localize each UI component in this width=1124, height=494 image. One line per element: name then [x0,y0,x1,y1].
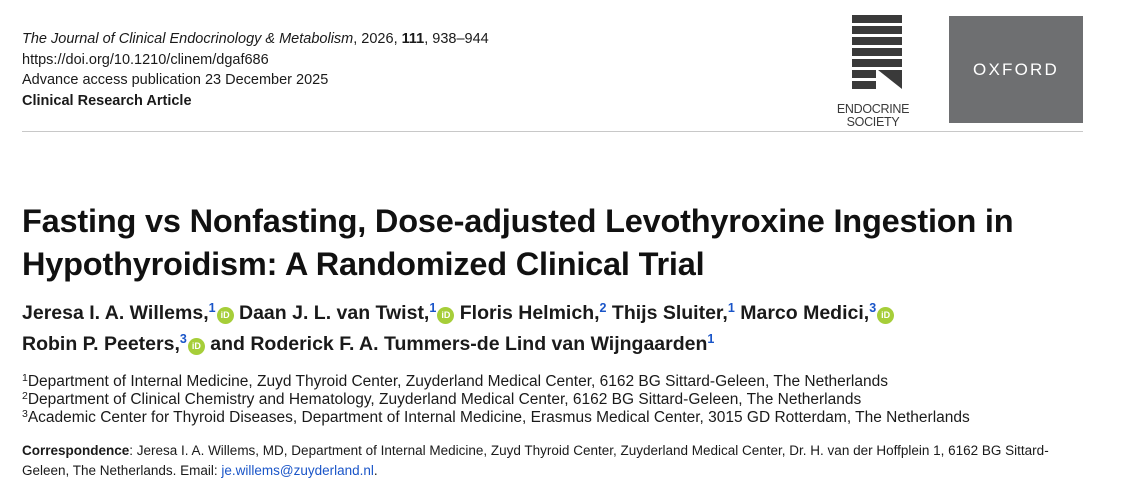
article-title: Fasting vs Nonfasting, Dose-adjusted Levothyroxine Ingestion in Hypothyroidism: A Randomized Clinical Trial [22,203,1014,282]
header-divider [22,131,1083,132]
affiliation-number: 3 [22,407,28,420]
author-name: and Roderick F. A. Tummers-de Lind van Wijngaarden [210,333,708,355]
correspondence-text: : Jeresa I. A. Willems, MD, Department of Internal Medicine, Zuyd Thyroid Center, Zuyderland Medical Center, Dr. H. van der Hoffplein 1, 6162 BG Sittard-Geleen, The Netherlands. Email: [22,443,1049,478]
article-header [22,29,489,111]
citation-line [22,29,489,50]
author[interactable] [460,302,607,324]
affiliation-ref[interactable]: 3 [869,301,877,315]
oxford-logo [949,16,1083,123]
affiliation-ref[interactable]: 2 [599,301,607,315]
author[interactable] [612,302,735,324]
author-name: Thijs Sluiter, [611,302,728,324]
correspondence-label: Correspondence [22,443,130,458]
affiliation-ref[interactable]: 3 [179,332,187,346]
author[interactable] [239,302,454,324]
access-date: Advance access publication 23 December 2025 [22,72,329,88]
endocrine-society-emblem-icon [852,15,902,105]
orcid-icon[interactable]: iD [437,307,454,324]
author[interactable] [22,302,234,324]
author-name: Robin P. Peeters, [22,333,180,355]
author[interactable] [210,333,714,355]
affiliation-ref[interactable]: 1 [707,332,715,346]
affiliation [22,409,970,427]
correspondence [22,441,1090,480]
affiliation-list [22,373,970,426]
author-name: Floris Helmich, [459,302,600,324]
oxford-wordmark: OXFORD [973,59,1059,79]
affiliation-ref[interactable]: 1 [429,301,437,315]
citation-year: , 2026, [353,31,402,47]
endocrine-society-wordmark [826,103,920,129]
email-link[interactable]: je.willems@zuyderland.nl [221,462,374,478]
affiliation-text: Department of Clinical Chemistry and Hematology, Zuyderland Medical Center, 6162 BG Sittard-Geleen, The Netherlands [27,390,862,408]
author[interactable] [22,333,205,355]
correspondence-end: . [373,462,378,478]
affiliation-text: Department of Internal Medicine, Zuyd Thyroid Center, Zuyderland Medical Center, 6162 BG Sittard-Geleen, The Netherlands [27,373,888,390]
orcid-icon[interactable]: iD [217,307,234,324]
author-name: Daan J. L. van Twist, [239,302,430,324]
page-range: , 938–944 [424,31,489,47]
doi-link[interactable]: https://doi.org/10.1210/clinem/dgaf686 [22,51,269,68]
volume-number: 111 [401,31,425,47]
author-list [22,298,1112,360]
affiliation [22,373,970,391]
endocrine-wordmark-line1: ENDOCRINE [836,102,910,116]
affiliation-number: 2 [22,389,28,402]
article-type: Clinical Research Article [22,92,192,109]
orcid-icon[interactable]: iD [188,338,205,355]
affiliation-ref[interactable]: 1 [727,301,735,315]
author-name: Marco Medici, [740,302,870,324]
affiliation-text: Academic Center for Thyroid Diseases, Department of Internal Medicine, Erasmus Medical Center, 3015 GD Rotterdam, The Netherlands [27,408,970,426]
affiliation-ref[interactable]: 1 [208,301,216,315]
author[interactable] [740,302,894,324]
endocrine-wordmark-line2: SOCIETY [846,115,900,129]
author-name: Jeresa I. A. Willems, [22,302,209,324]
endocrine-society-logo [826,15,920,131]
journal-name: The Journal of Clinical Endocrinology & Metabolism [22,31,354,47]
orcid-icon[interactable]: iD [877,307,894,324]
affiliation [22,391,970,409]
affiliation-number: 1 [22,372,28,384]
